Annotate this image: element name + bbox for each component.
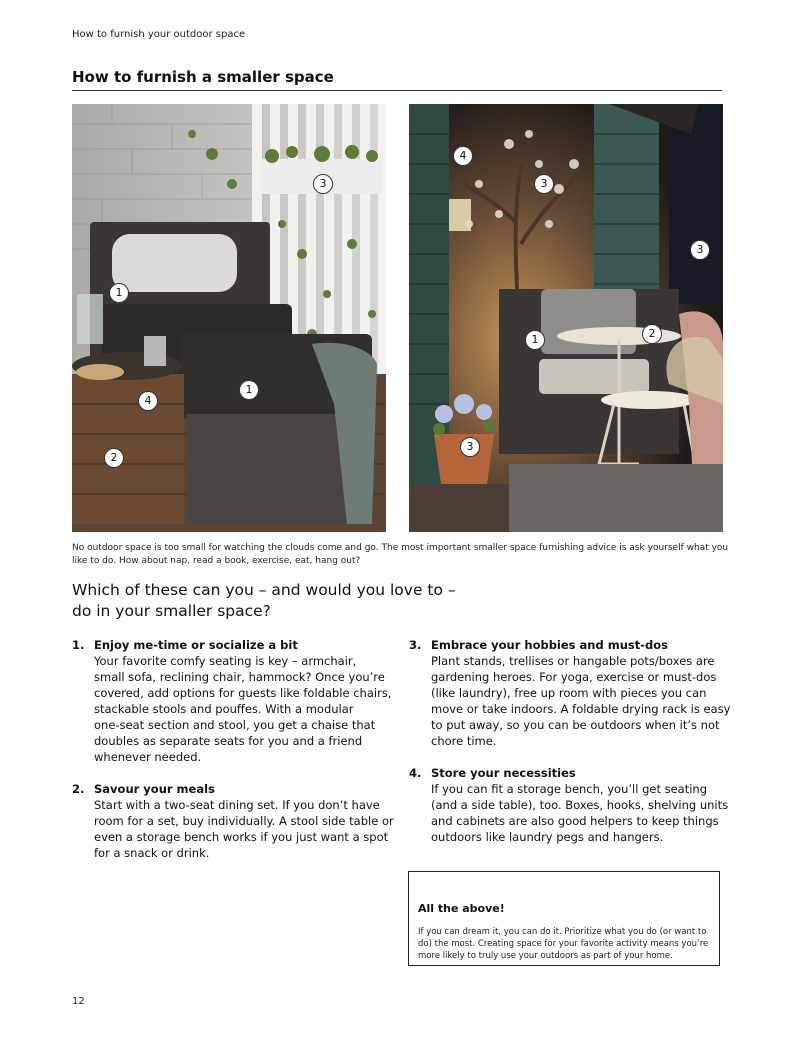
callout-line: do) the most. Creating space for your favorite activity means you’re (418, 939, 709, 949)
item-line: chore time. (431, 734, 497, 748)
item-line: small sofa, reclining chair, hammock? Once you’re (94, 670, 385, 684)
photo-balcony-chaise (72, 104, 386, 532)
item-line: stackable stools and pouffes. With a modular (94, 702, 354, 716)
item-line: covered, add options for guests like foldable chairs, (94, 686, 392, 700)
item-line: move or take indoors. A foldable drying rack is easy (431, 702, 731, 716)
list-item-2 (72, 781, 392, 863)
photo-right-badge-3c: 3 (460, 437, 480, 457)
photo-right-badge-2: 2 (642, 324, 662, 344)
list-item-3 (409, 637, 729, 751)
item-line: (like laundry), free up room with pieces you can (431, 686, 707, 700)
item-line: room for a set, buy individually. A stool side table or (94, 814, 394, 828)
photo-right-badge-1: 1 (525, 330, 545, 350)
item-number: 3. (409, 638, 422, 652)
caption-line: No outdoor space is too small for watching the clouds come and go. The most important smaller space furnishing advice is ask yourself what you (72, 543, 729, 553)
item-body (431, 653, 730, 749)
photo-evening-balcony (409, 104, 723, 532)
photo-left-badge-1a: 1 (109, 283, 129, 303)
item-line: (and a side table), too. Boxes, hooks, shelving units (431, 798, 729, 812)
balcony-chaise-illustration (72, 104, 386, 532)
photo-left-badge-4: 4 (138, 391, 158, 411)
item-line: If you can fit a storage bench, you’ll get seating (431, 782, 708, 796)
photo-left-badge-2: 2 (104, 448, 124, 468)
page-title: How to furnish a smaller space (72, 68, 334, 86)
item-body (431, 781, 728, 845)
item-line: to put away, so you can be outdoors when it’s not (431, 718, 720, 732)
section-header: How to furnish your outdoor space (72, 29, 246, 40)
item-line: Start with a two-seat dining set. If you don’t have (94, 798, 380, 812)
item-line: and cabinets are also good helpers to keep things (431, 814, 719, 828)
item-heading: Enjoy me-time or socialize a bit (94, 638, 298, 652)
list-item-4 (409, 765, 729, 847)
item-line: outdoors like laundry pegs and hangers. (431, 830, 664, 844)
page-number: 12 (72, 996, 85, 1007)
item-number: 1. (72, 638, 85, 652)
photo-left-badge-1b: 1 (239, 380, 259, 400)
item-body (94, 653, 391, 765)
item-heading: Store your necessities (431, 766, 576, 780)
caption-line: like to do. How about nap, read a book, exercise, eat, hang out? (72, 556, 361, 566)
callout-body (418, 926, 708, 962)
item-line: for a snack or drink. (94, 846, 210, 860)
photo-right-badge-4: 4 (453, 146, 473, 166)
item-number: 4. (409, 766, 422, 780)
item-line: one-seat section and stool, you get a chaise that (94, 718, 376, 732)
title-divider (72, 90, 722, 91)
callout-title: All the above! (418, 902, 505, 915)
item-line: even a storage bench works if you just want a spot (94, 830, 389, 844)
item-heading: Savour your meals (94, 782, 215, 796)
item-line: gardening heroes. For yoga, exercise or must-dos (431, 670, 717, 684)
list-item-1 (72, 637, 392, 767)
item-body (94, 797, 394, 861)
question-line: Which of these can you – and would you love to – (72, 581, 456, 599)
item-line: Plant stands, trellises or hangable pots/boxes are (431, 654, 715, 668)
callout-line: more likely to truly use your outdoors as part of your home. (418, 951, 673, 961)
photo-left-badge-3: 3 (313, 174, 333, 194)
callout-box (408, 871, 720, 966)
evening-balcony-illustration (409, 104, 723, 532)
callout-line: If you can dream it, you can do it. Prioritize what you do (or want to (418, 927, 707, 937)
photo-caption (72, 542, 729, 568)
item-line: doubles as separate seats for you and a friend (94, 734, 363, 748)
section-question (72, 580, 492, 622)
photo-right-badge-3a: 3 (534, 174, 554, 194)
question-line: do in your smaller space? (72, 602, 271, 620)
item-number: 2. (72, 782, 85, 796)
item-heading: Embrace your hobbies and must-dos (431, 638, 668, 652)
photo-right-badge-3b: 3 (690, 240, 710, 260)
item-line: Your favorite comfy seating is key – armchair, (94, 654, 357, 668)
item-line: whenever needed. (94, 750, 202, 764)
